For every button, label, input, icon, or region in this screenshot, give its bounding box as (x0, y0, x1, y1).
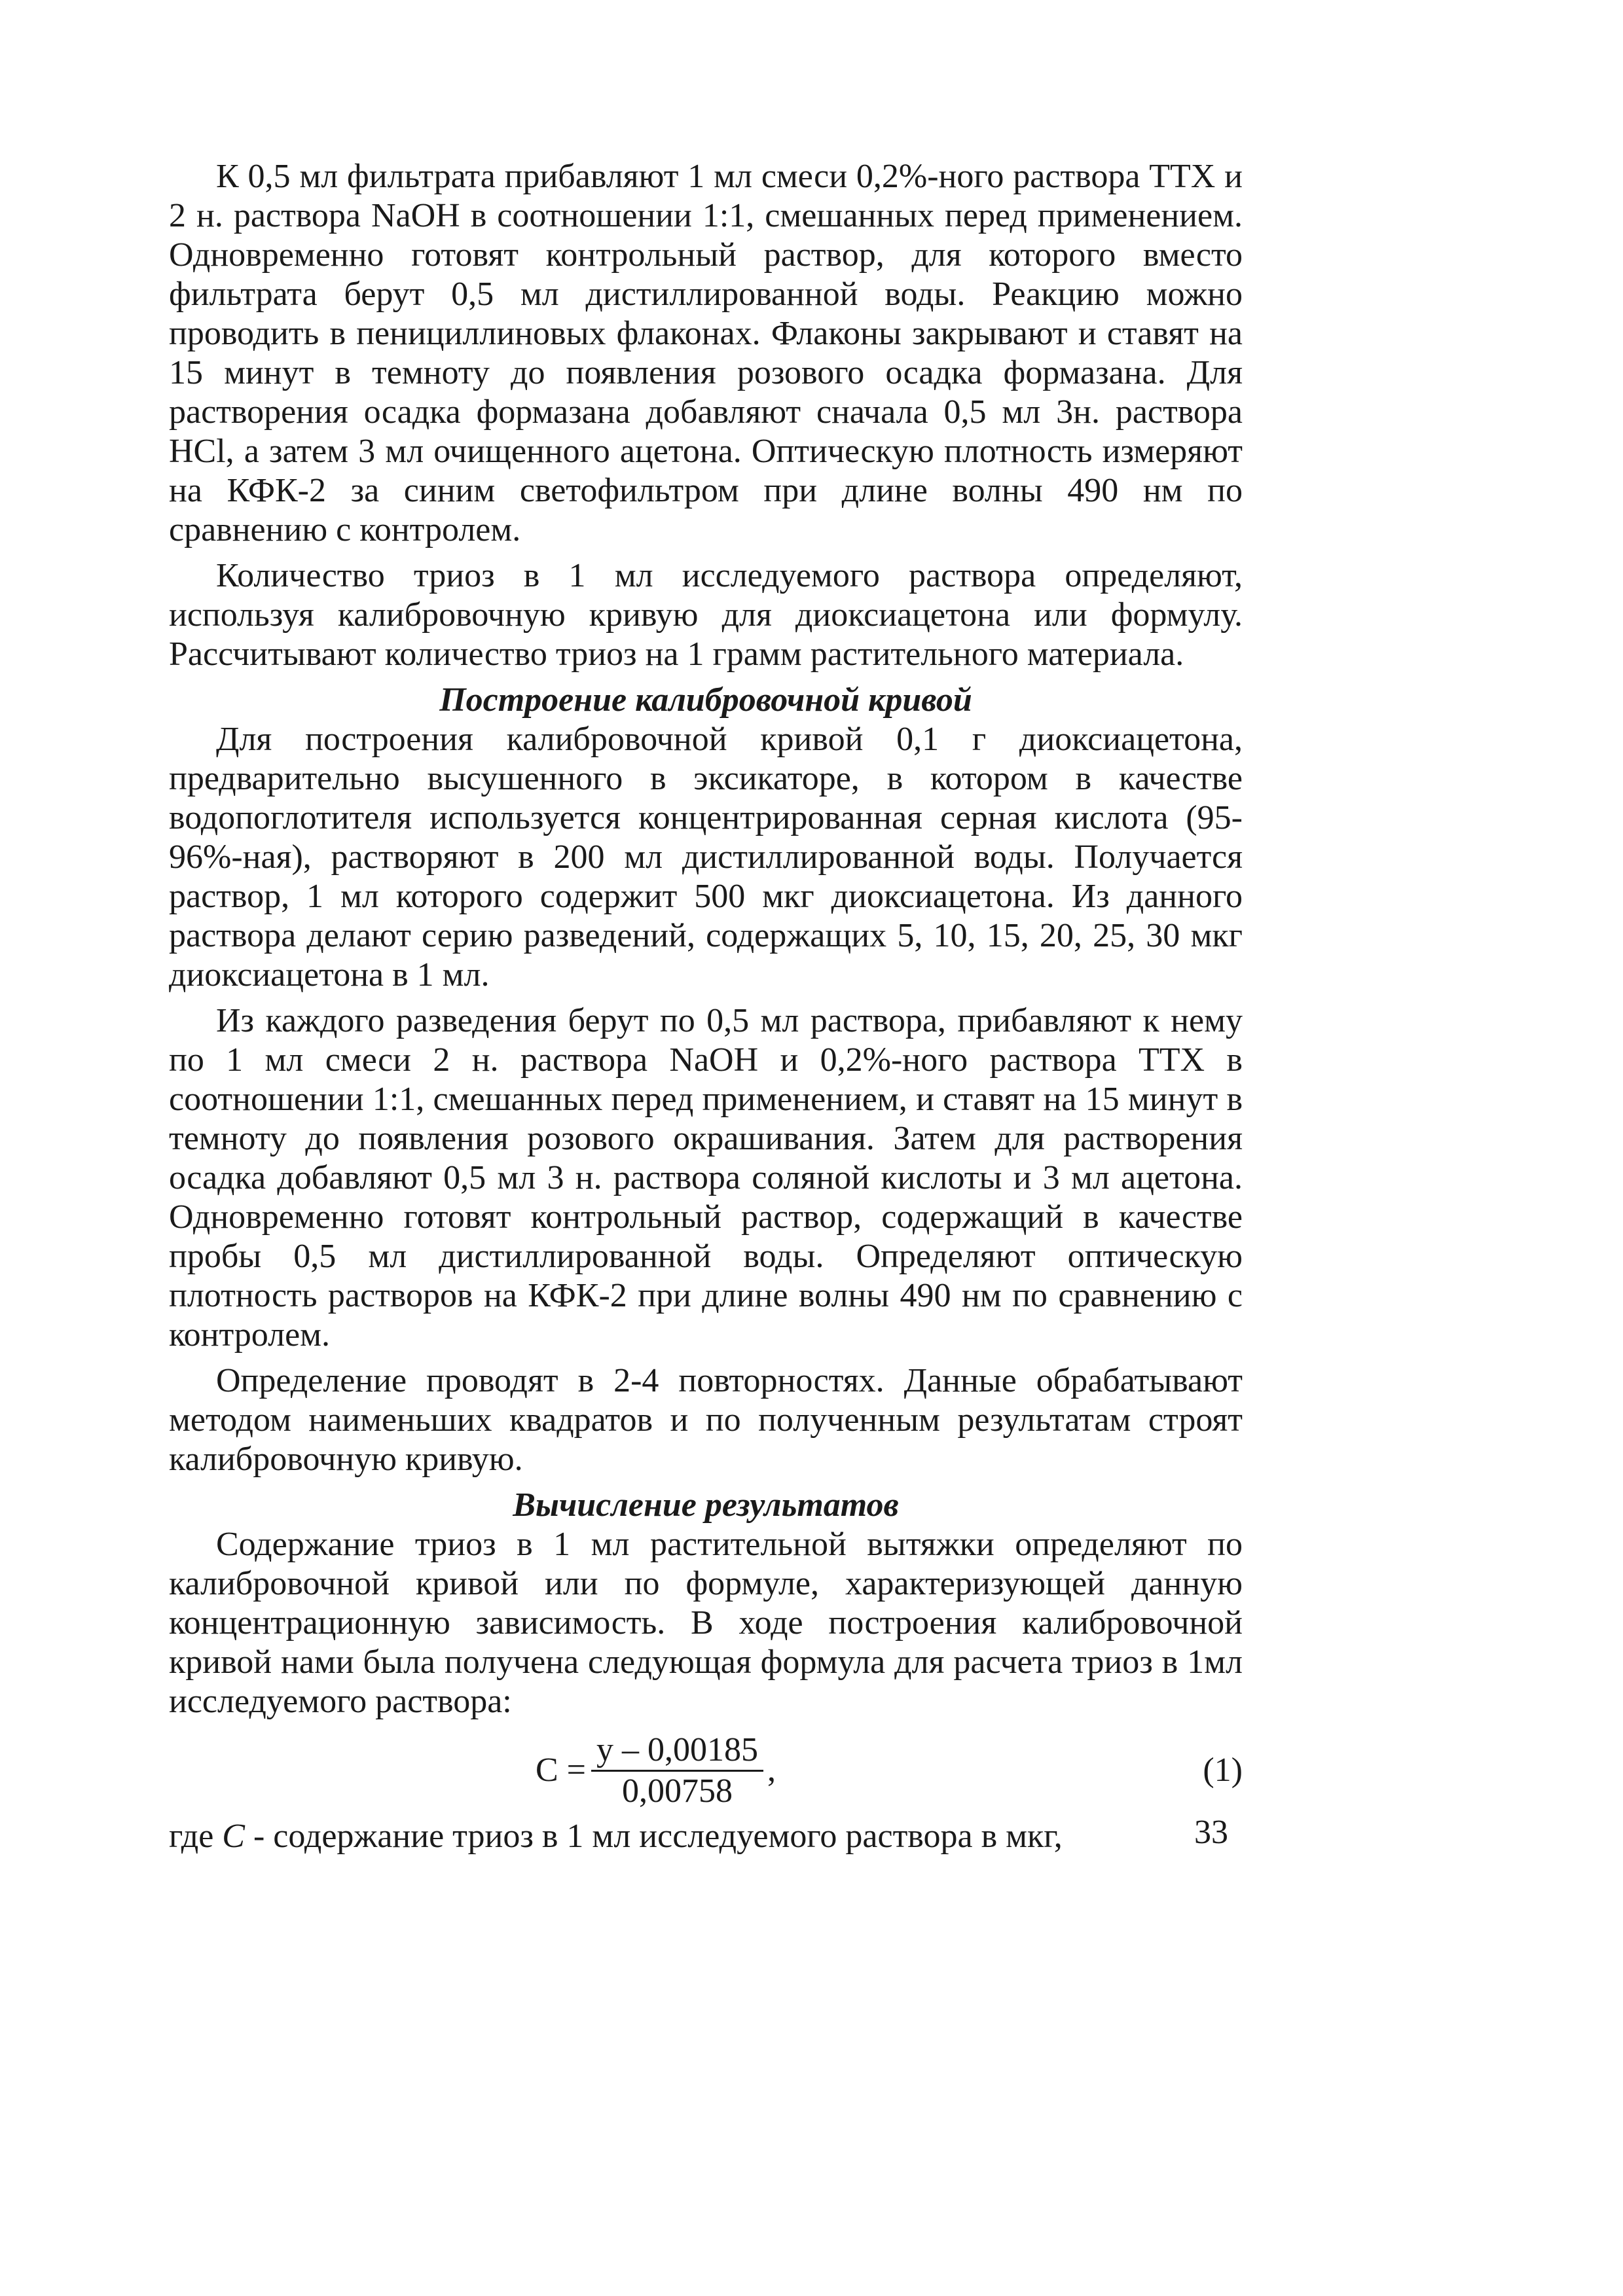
where-symbol: C (222, 1818, 245, 1855)
body-text (169, 157, 1243, 1856)
formula-numerator: y – 0,00185 (591, 1732, 763, 1772)
where-prefix: где (169, 1818, 223, 1855)
section-heading-results: Вычисление результатов (513, 1486, 899, 1524)
paragraph-results: Содержание триоз в 1 мл растительной вытяжки определяют по калибровочной кривой или по формуле, характеризующей данную концентрационную зависимость. В ходе построения калибровочной кривой нами была получена следующая формула для расчета триоз в 1мл исследуемого раствора: (169, 1526, 1243, 1720)
section-heading-calibration: Построение калибровочной кривой (439, 681, 972, 719)
formula-fraction (591, 1732, 763, 1810)
paragraph-triose-quantity: Количество триоз в 1 мл исследуемого раствора определяют, используя калибровочную кривую для диоксиацетона или формулу. Рассчитывают количество триоз на 1 грамм растительного материала. (169, 557, 1243, 673)
formula (536, 1728, 776, 1813)
formula-row (169, 1728, 1243, 1813)
paragraph-reaction-procedure: К 0,5 мл фильтрата прибавляют 1 мл смеси 0,2%-ного раствора ТТХ и 2 н. раствора NaOH в соотношении 1:1, смешанных перед применением. Одновременно готовят контрольный раствор, для которого вместо фильтрата берут 0,5 мл дистиллированной воды. Реакцию можно проводить в пенициллиновых флаконах. Флаконы закрывают и ставят на 15 минут в темноту до появления розового осадка формазана. Для растворения осадка формазана добавляют сначала 0,5 мл 3н. раствора HCl, а затем 3 мл очищенного ацетона. Оптическую плотность измеряют на КФК-2 за синим светофильтром при длине волны 490 нм по сравнению с контролем. (169, 158, 1243, 548)
paragraph-calibration-dilutions: Из каждого разведения берут по 0,5 мл раствора, прибавляют к нему по 1 мл смеси 2 н. раствора NaOH и 0,2%-ного раствора ТТХ в соотношении 1:1, смешанных перед применением, и ставят на 15 минут в темноту до появления розового окрашивания. Затем для растворения осадка добавляют 0,5 мл 3 н. раствора соляной кислоты и 3 мл ацетона. Одновременно готовят контрольный раствор, содержащий в качестве пробы 0,5 мл дистиллированной воды. Определяют оптическую плотность растворов на КФК-2 при длине волны 490 нм по сравнению с контролем. (169, 1002, 1243, 1354)
page-number: 33 (1194, 1814, 1228, 1851)
formula-denominator: 0,00758 (622, 1772, 733, 1810)
formula-lhs: C = (536, 1751, 587, 1789)
formula-where-line (169, 1817, 1243, 1856)
equation-number: (1) (1203, 1751, 1243, 1789)
formula-trailing-comma: , (767, 1751, 776, 1789)
where-description: - содержание триоз в 1 мл исследуемого раствора в мкг, (244, 1818, 1063, 1855)
paragraph-calibration-preparation: Для построения калибровочной кривой 0,1 г диоксиацетона, предварительно высушенного в эксикаторе, в котором в качестве водопоглотителя используется концентрированная серная кислота (95-96%-ная), растворяют в 200 мл дистиллированной воды. Получается раствор, 1 мл которого содержит 500 мкг диоксиацетона. Из данного раствора делают серию разведений, содержащих 5, 10, 15, 20, 25, 30 мкг диоксиацетона в 1 мл. (169, 721, 1243, 994)
paragraph-calibration-repetitions: Определение проводят в 2-4 повторностях. Данные обрабатывают методом наименьших квадратов и по полученным результатам строят калибровочную кривую. (169, 1362, 1243, 1478)
